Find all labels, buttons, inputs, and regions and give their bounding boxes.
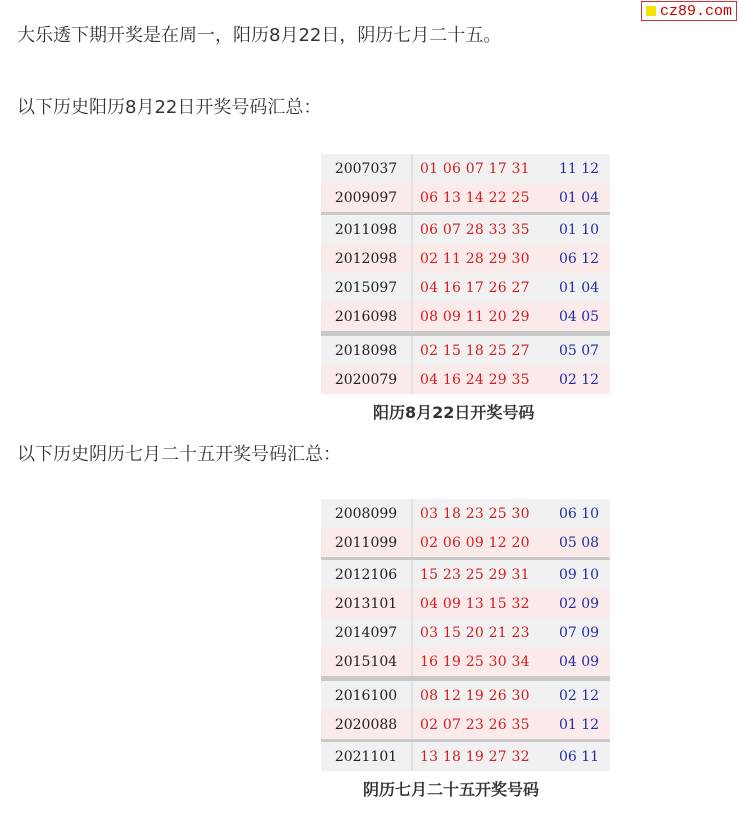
- draw-row: [321, 499, 610, 528]
- front-numbers-cell: 06 13 14 22 25: [412, 183, 556, 214]
- back-numbers-cell: 01 04: [556, 273, 610, 302]
- period-cell: 2015104: [321, 647, 412, 679]
- draw-row: [321, 154, 610, 183]
- back-numbers-cell: 06 11: [556, 741, 610, 772]
- front-numbers-cell: 04 16 24 29 35: [412, 365, 556, 394]
- front-numbers-cell: 02 07 23 26 35: [412, 710, 556, 741]
- solar-heading: 以下历史阳历8月22日开奖号码汇总：: [17, 97, 322, 118]
- period-cell: 2015097: [321, 273, 412, 302]
- period-cell: 2012098: [321, 244, 412, 273]
- front-numbers-cell: 02 06 09 12 20: [412, 528, 556, 559]
- front-numbers-cell: 02 11 28 29 30: [412, 244, 556, 273]
- period-cell: 2009097: [321, 183, 412, 214]
- front-numbers-cell: 08 12 19 26 30: [412, 679, 556, 711]
- draw-row: [321, 214, 610, 245]
- back-numbers-cell: 04 09: [556, 647, 610, 679]
- yellow-square-icon: [646, 6, 656, 16]
- back-numbers-cell: 02 12: [556, 365, 610, 394]
- back-numbers-cell: 05 07: [556, 334, 610, 366]
- period-cell: 2014097: [321, 618, 412, 647]
- site-watermark: [641, 1, 737, 21]
- period-cell: 2016100: [321, 679, 412, 711]
- back-numbers-cell: 06 10: [556, 499, 610, 528]
- front-numbers-cell: 16 19 25 30 34: [412, 647, 556, 679]
- watermark-text: cz89.com: [659, 2, 732, 20]
- solar-draw-table: [321, 154, 610, 394]
- draw-row: [321, 528, 610, 559]
- lunar-table-caption: 阴历七月二十五开奖号码: [363, 780, 540, 799]
- draw-row: [321, 679, 610, 711]
- back-numbers-cell: 01 10: [556, 214, 610, 245]
- front-numbers-cell: 15 23 25 29 31: [412, 559, 556, 590]
- front-numbers-cell: 13 18 19 27 32: [412, 741, 556, 772]
- period-cell: 2020079: [321, 365, 412, 394]
- draw-row: [321, 244, 610, 273]
- front-numbers-cell: 04 09 13 15 32: [412, 589, 556, 618]
- front-numbers-cell: 03 15 20 21 23: [412, 618, 556, 647]
- period-cell: 2013101: [321, 589, 412, 618]
- front-numbers-cell: 02 15 18 25 27: [412, 334, 556, 366]
- back-numbers-cell: 07 09: [556, 618, 610, 647]
- period-cell: 2008099: [321, 499, 412, 528]
- period-cell: 2012106: [321, 559, 412, 590]
- back-numbers-cell: 06 12: [556, 244, 610, 273]
- draw-row: [321, 365, 610, 394]
- lunar-heading: 以下历史阴历七月二十五开奖号码汇总：: [17, 444, 341, 465]
- back-numbers-cell: 02 12: [556, 679, 610, 711]
- back-numbers-cell: 05 08: [556, 528, 610, 559]
- period-cell: 2016098: [321, 302, 412, 334]
- back-numbers-cell: 04 05: [556, 302, 610, 334]
- lunar-draw-table: [321, 499, 610, 771]
- back-numbers-cell: 02 09: [556, 589, 610, 618]
- back-numbers-cell: 01 04: [556, 183, 610, 214]
- period-cell: 2021101: [321, 741, 412, 772]
- draw-row: [321, 183, 610, 214]
- intro-paragraph: 大乐透下期开奖是在周一，阳历8月22日，阴历七月二十五。: [17, 25, 502, 46]
- back-numbers-cell: 01 12: [556, 710, 610, 741]
- front-numbers-cell: 03 18 23 25 30: [412, 499, 556, 528]
- draw-row: [321, 589, 610, 618]
- draw-row: [321, 741, 610, 772]
- period-cell: 2018098: [321, 334, 412, 366]
- draw-row: [321, 647, 610, 679]
- period-cell: 2011098: [321, 214, 412, 245]
- solar-table-caption: 阳历8月22日开奖号码: [373, 403, 535, 422]
- front-numbers-cell: 04 16 17 26 27: [412, 273, 556, 302]
- period-cell: 2007037: [321, 154, 412, 183]
- front-numbers-cell: 01 06 07 17 31: [412, 154, 556, 183]
- draw-row: [321, 273, 610, 302]
- back-numbers-cell: 11 12: [556, 154, 610, 183]
- draw-row: [321, 559, 610, 590]
- draw-row: [321, 618, 610, 647]
- period-cell: 2011099: [321, 528, 412, 559]
- draw-row: [321, 302, 610, 334]
- front-numbers-cell: 08 09 11 20 29: [412, 302, 556, 334]
- period-cell: 2020088: [321, 710, 412, 741]
- back-numbers-cell: 09 10: [556, 559, 610, 590]
- draw-row: [321, 710, 610, 741]
- front-numbers-cell: 06 07 28 33 35: [412, 214, 556, 245]
- draw-row: [321, 334, 610, 366]
